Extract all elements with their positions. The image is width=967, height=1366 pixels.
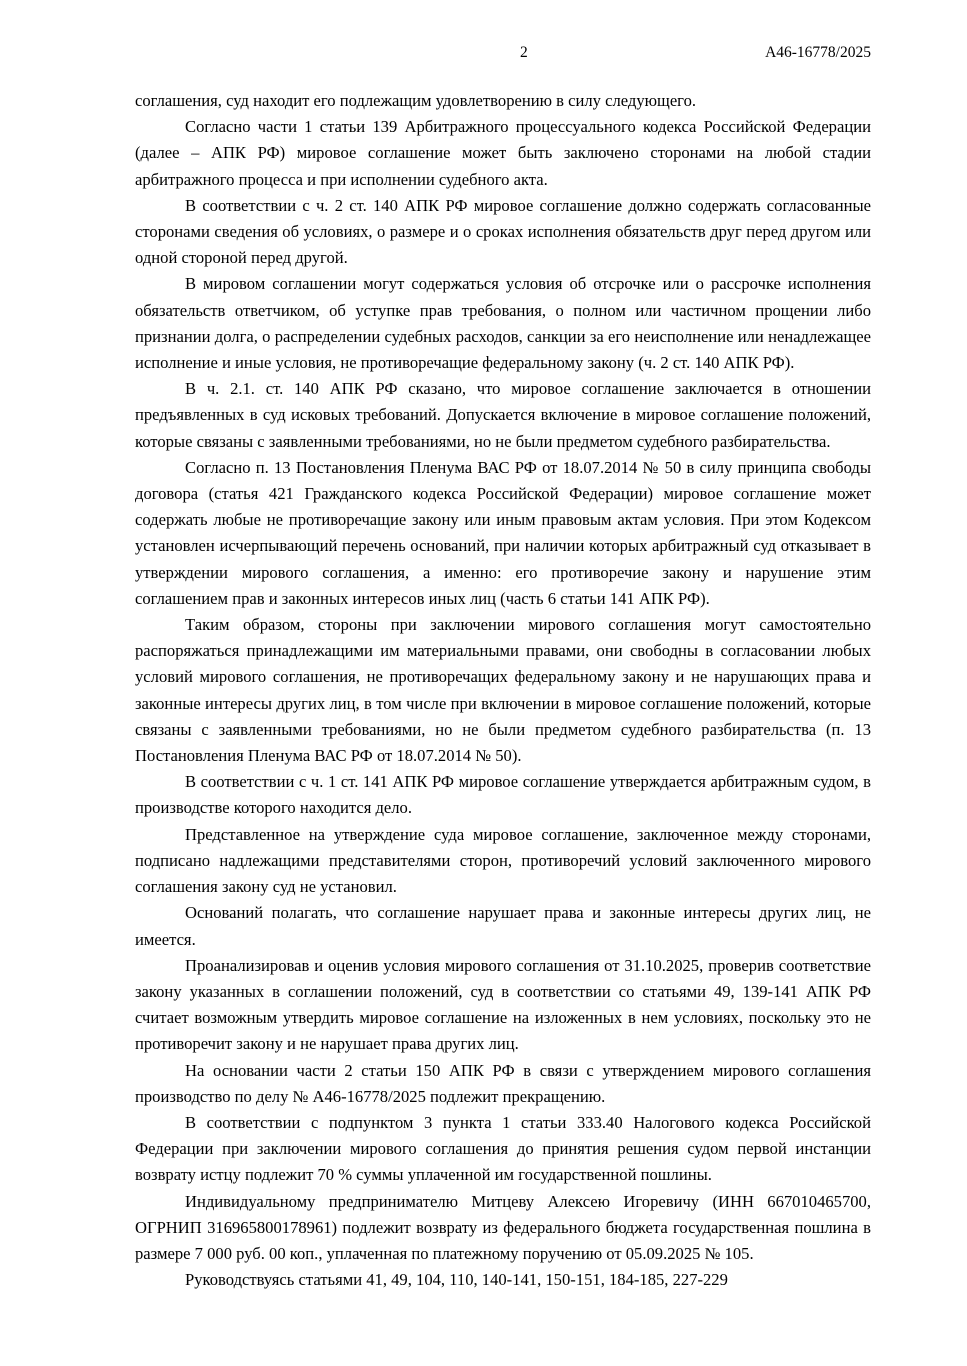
document-paragraph: Представленное на утверждение суда мировое соглашение, заключенное между сторонами, подписано надлежащими представителями сторон, противоречий условий заключенного мирового соглашения закону суд не установил. [135, 824, 871, 897]
page-number: 2 [520, 44, 528, 61]
page-header [135, 44, 871, 64]
document-paragraph: Оснований полагать, что соглашение нарушает права и законные интересы других лиц, не имеется. [135, 903, 871, 949]
document-paragraph: В соответствии с ч. 1 ст. 141 АПК РФ мировое соглашение утверждается арбитражным судом, в производстве которого находится дело. [135, 772, 871, 818]
document-paragraph: Согласно п. 13 Постановления Пленума ВАС РФ от 18.07.2014 № 50 в силу принципа свободы договора (статья 421 Гражданского кодекса Российской Федерации) мировое соглашение может содержать любые не противоречащие закону или иным правовым актам условия. При этом Кодексом установлен исчерпывающий перечень оснований, при наличии которых арбитражный суд отказывает в утверждении мирового соглашения, а именно: его противоречие закону и нарушение этим соглашением прав и законных интересов иных лиц (часть 6 статьи 141 АПК РФ). [135, 457, 871, 608]
document-paragraph: Таким образом, стороны при заключении мирового соглашения могут самостоятельно распоряжаться принадлежащими им материальными правами, они свободны в согласовании любых условий мирового соглашения, не противоречащих федеральному закону и не нарушающих права и законные интересы других лиц, в том числе при включении в мировое соглашение положений, которые связаны с заявленными требованиями, но не были предметом судебного разбирательства (п. 13 Постановления Пленума ВАС РФ от 18.07.2014 № 50). [135, 615, 871, 766]
document-paragraph: На основании части 2 статьи 150 АПК РФ в связи с утверждением мирового соглашения производство по делу № А46-16778/2025 подлежит прекращению. [135, 1060, 871, 1106]
document-paragraph: Согласно части 1 статьи 139 Арбитражного процессуального кодекса Российской Федерации (далее – АПК РФ) мировое соглашение может быть заключено сторонами на любой стадии арбитражного процесса и при исполнении судебного акта. [135, 117, 871, 189]
document-body [135, 88, 871, 1293]
document-paragraph: В ч. 2.1. ст. 140 АПК РФ сказано, что мировое соглашение заключается в отношении предъявленных в суд исковых требований. Допускается включение в мировое соглашение положений, которые связаны с заявленными требованиями, но не были предметом судебного разбирательства. [135, 379, 871, 451]
document-paragraph: В соответствии с ч. 2 ст. 140 АПК РФ мировое соглашение должно содержать согласованные сторонами сведения об условиях, о размере и о сроках исполнения обязательств друг перед другом или одной стороной перед другой. [135, 195, 871, 268]
document-paragraph: Индивидуальному предпринимателю Митцеву Алексею Игоревичу (ИНН 667010465700, ОГРНИП 316965800178961) подлежит возврату из федерального бюджета государственная пошлина в размере 7 000 руб. 00 коп., уплаченная по платежному поручению от 05.09.2025 № 105. [135, 1191, 871, 1263]
case-number: А46-16778/2025 [765, 44, 871, 61]
document-paragraph: В мировом соглашении могут содержаться условия об отсрочке или о рассрочке исполнения обязательств ответчиком, об уступке прав требования, о полном или частичном прощении либо признании долга, о распределении судебных расходов, санкции за его неисполнение или ненадлежащее исполнение и иные условия, не противоречащие федеральному закону (ч. 2 ст. 140 АПК РФ). [135, 274, 871, 373]
document-paragraph: Руководствуясь статьями 41, 49, 104, 110, 140-141, 150-151, 184-185, 227-229 [185, 1270, 728, 1290]
document-paragraph: Проанализировав и оценив условия мирового соглашения от 31.10.2025, проверив соответствие закону указанных в соглашении положений, суд в соответствии со статьями 49, 139-141 АПК РФ считает возможным утвердить мировое соглашение на изложенных в нем условиях, поскольку это не противоречит закону и не нарушает права других лиц. [135, 955, 871, 1054]
document-paragraph: В соответствии с подпунктом 3 пункта 1 статьи 333.40 Налогового кодекса Российской Федерации при заключении мирового соглашения до принятия решения судом первой инстанции возврату истцу подлежит 70 % суммы уплаченной им государственной пошлины. [135, 1112, 871, 1185]
document-paragraph: соглашения, суд находит его подлежащим удовлетворению в силу следующего. [135, 91, 697, 110]
